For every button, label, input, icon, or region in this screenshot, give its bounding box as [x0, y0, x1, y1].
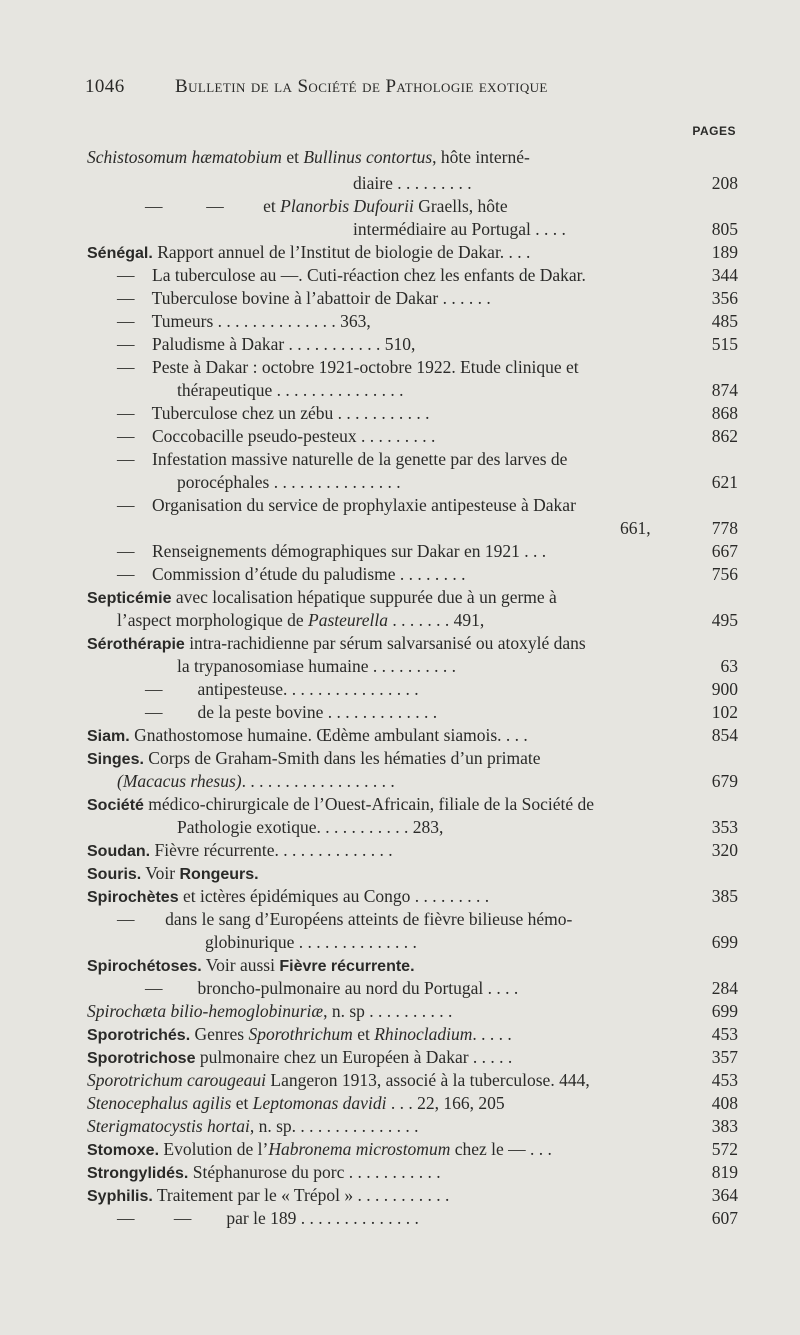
entry-text: Stenocephalus agilis et Leptomonas davidi . . . 22, 166, 205: [87, 1093, 505, 1113]
entry-text: Pathologie exotique. . . . . . . . . . . 283,: [177, 817, 444, 837]
index-entry-line: [0, 146, 800, 168]
entry-text: Sérothérapie intra-rachidienne par sérum salvarsanisé ou atoxylé dans: [87, 633, 586, 653]
index-entry-line: [0, 678, 800, 700]
entry-text: — dans le sang d’Européens atteints de fièvre bilieuse hémo-: [117, 909, 573, 929]
index-entry-line: [0, 540, 800, 562]
entry-text: — Peste à Dakar : octobre 1921-octobre 1922. Etude clinique et: [117, 357, 579, 377]
entry-page-ref: 515: [711, 334, 738, 354]
index-entry-line: [0, 586, 800, 608]
index-entry-line: [0, 218, 800, 240]
entry-page-ref: 874: [711, 380, 738, 400]
index-entry-line: [0, 1092, 800, 1114]
index-entry-line: [0, 747, 800, 769]
index-entry-line: [0, 839, 800, 861]
index-entry-line: [0, 862, 800, 884]
entry-text: — Paludisme à Dakar . . . . . . . . . . . 510,: [117, 334, 416, 354]
index-entry-line: [0, 770, 800, 792]
entry-text: l’aspect morphologique de Pasteurella . . . . . . . 491,: [117, 610, 485, 630]
entry-text: Spirochétoses. Voir aussi Fièvre récurrente.: [87, 955, 415, 975]
index-entry-line: [0, 379, 800, 401]
entry-text: — Tuberculose bovine à l’abattoir de Dakar . . . . . .: [117, 288, 491, 308]
entry-text: Septicémie avec localisation hépatique suppurée due à un germe à: [87, 587, 557, 607]
entry-page-ref: 453: [711, 1070, 738, 1090]
entry-page-ref: 699: [711, 1001, 738, 1021]
entry-text: Sporotrichose pulmonaire chez un Européen à Dakar . . . . .: [87, 1047, 513, 1067]
index-entry-line: [0, 1046, 800, 1068]
entry-page-ref: 621: [711, 472, 738, 492]
index-entry-line: [0, 287, 800, 309]
index-entry-line: [0, 908, 800, 930]
entry-page-ref: 356: [711, 288, 738, 308]
index-entry-line: [0, 402, 800, 424]
entry-text: — antipesteuse. . . . . . . . . . . . . . . .: [145, 679, 419, 699]
entry-page-ref: 208: [711, 173, 738, 193]
entry-text: — — et Planorbis Dufourii Graells, hôte: [145, 196, 508, 216]
entry-text: thérapeutique . . . . . . . . . . . . . . .: [177, 380, 404, 400]
entry-text: Souris. Voir Rongeurs.: [87, 863, 259, 883]
entry-text: Soudan. Fièvre récurrente. . . . . . . . . . . . . .: [87, 840, 393, 860]
entry-text: la trypanosomiase humaine . . . . . . . . . .: [177, 656, 456, 676]
entry-text: Société médico-chirurgicale de l’Ouest-Africain, filiale de la Société de: [87, 794, 595, 814]
entry-page-ref: 102: [711, 702, 738, 722]
entry-page-ref: 679: [711, 771, 738, 791]
index-entry-line: [0, 1023, 800, 1045]
index-entry-line: [0, 1184, 800, 1206]
entry-page-ref: 819: [711, 1162, 738, 1182]
entry-text: — Infestation massive naturelle de la genette par des larves de: [117, 449, 568, 469]
entry-page-ref: 344: [711, 265, 738, 285]
entry-text: — Tumeurs . . . . . . . . . . . . . . 363,: [117, 311, 371, 331]
entry-page-ref: 320: [711, 840, 738, 860]
index-entry-line: [0, 241, 800, 263]
index-entry-line: [0, 172, 800, 194]
entry-text: 661,: [620, 518, 651, 538]
journal-title: Bulletin de la Société de Pathologie exotique: [175, 76, 548, 97]
entry-text: Siam. Gnathostomose humaine. Œdème ambulant siamois. . . .: [87, 725, 528, 745]
index-entry-line: [0, 264, 800, 286]
index-entry-line: [0, 1161, 800, 1183]
entry-page-ref: 699: [711, 932, 738, 952]
entry-text: — de la peste bovine . . . . . . . . . . . . .: [145, 702, 438, 722]
entry-page-ref: 805: [711, 219, 738, 239]
entry-page-ref: 485: [711, 311, 738, 331]
entry-page-ref: 453: [711, 1024, 738, 1044]
entry-page-ref: 383: [711, 1116, 738, 1136]
entry-text: — Organisation du service de prophylaxie antipesteuse à Dakar: [117, 495, 576, 515]
entry-text: Sporotrichés. Genres Sporothrichum et Rhinocladium. . . . .: [87, 1024, 512, 1044]
entry-page-ref: 364: [711, 1185, 738, 1205]
entry-page-ref: 353: [711, 817, 738, 837]
entry-text: intermédiaire au Portugal . . . .: [353, 219, 566, 239]
entry-text: diaire . . . . . . . . .: [353, 173, 472, 193]
index-entry-line: [0, 1000, 800, 1022]
entry-text: Spirochæta bilio-hemoglobinuriæ, n. sp . . . . . . . . . .: [87, 1001, 453, 1021]
index-entry-line: [0, 1207, 800, 1229]
index-entry-line: [0, 310, 800, 332]
entry-page-ref: 572: [711, 1139, 738, 1159]
entry-page-ref: 778: [711, 518, 738, 538]
index-entry-line: [0, 1138, 800, 1160]
index-entry-line: [0, 356, 800, 378]
index-entry-line: [0, 816, 800, 838]
entry-page-ref: 868: [711, 403, 738, 423]
entry-text: Sénégal. Rapport annuel de l’Institut de biologie de Dakar. . . .: [87, 242, 531, 262]
entry-text: — La tuberculose au —. Cuti-réaction chez les enfants de Dakar.: [117, 265, 586, 285]
entry-page-ref: 284: [711, 978, 738, 998]
index-entry-line: [0, 1115, 800, 1137]
pages-column-label: PAGES: [692, 124, 736, 138]
entry-text: Spirochètes et ictères épidémiques au Congo . . . . . . . . .: [87, 886, 490, 906]
entry-text: — Tuberculose chez un zébu . . . . . . . . . . .: [117, 403, 430, 423]
entry-text: Stomoxe. Evolution de l’Habronema microstomum chez le — . . .: [87, 1139, 552, 1159]
entry-page-ref: 756: [711, 564, 738, 584]
index-entry-line: [0, 885, 800, 907]
index-entry-line: [0, 517, 800, 539]
entry-page-ref: 667: [711, 541, 738, 561]
index-entry-line: [0, 632, 800, 654]
entry-text: Schistosomum hæmatobium et Bullinus contortus, hôte interné-: [87, 147, 530, 167]
entry-page-ref: 63: [720, 656, 738, 676]
entry-text: — Coccobacille pseudo-pesteux . . . . . . . . .: [117, 426, 436, 446]
entry-text: Sterigmatocystis hortai, n. sp. . . . . . . . . . . . . . .: [87, 1116, 419, 1136]
index-entry-line: [0, 333, 800, 355]
entry-page-ref: 900: [711, 679, 738, 699]
index-entry-line: [0, 494, 800, 516]
entry-text: — Renseignements démographiques sur Dakar en 1921 . . .: [117, 541, 547, 561]
entry-page-ref: 385: [711, 886, 738, 906]
entry-page-ref: 495: [711, 610, 738, 630]
index-entry-line: [0, 609, 800, 631]
index-entry-line: [0, 954, 800, 976]
entry-text: — broncho-pulmonaire au nord du Portugal . . . .: [145, 978, 519, 998]
entry-page-ref: 357: [711, 1047, 738, 1067]
entry-page-ref: 607: [711, 1208, 738, 1228]
entry-page-ref: 862: [711, 426, 738, 446]
entry-page-ref: 189: [711, 242, 738, 262]
index-entry-line: [0, 793, 800, 815]
entry-text: — Commission d’étude du paludisme . . . . . . . .: [117, 564, 466, 584]
entry-text: Sporotrichum carougeaui Langeron 1913, associé à la tuberculose. 444,: [87, 1070, 590, 1090]
index-entry-line: [0, 977, 800, 999]
index-entry-line: [0, 701, 800, 723]
index-entry-line: [0, 425, 800, 447]
index-entry-line: [0, 931, 800, 953]
entry-text: globinurique . . . . . . . . . . . . . .: [205, 932, 417, 952]
index-entry-line: [0, 724, 800, 746]
index-entry-line: [0, 471, 800, 493]
entry-text: Singes. Corps de Graham-Smith dans les hématies d’un primate: [87, 748, 541, 768]
entry-page-ref: 854: [711, 725, 738, 745]
entry-text: — — par le 189 . . . . . . . . . . . . . .: [117, 1208, 419, 1228]
index-entry-line: [0, 448, 800, 470]
index-entry-line: [0, 563, 800, 585]
entry-text: Syphilis. Traitement par le « Trépol » . . . . . . . . . . .: [87, 1185, 450, 1205]
entry-page-ref: 408: [711, 1093, 738, 1113]
page-number: 1046: [85, 76, 125, 97]
entry-text: porocéphales . . . . . . . . . . . . . . .: [177, 472, 401, 492]
entry-text: Strongylidés. Stéphanurose du porc . . . . . . . . . . .: [87, 1162, 441, 1182]
index-entry-line: [0, 195, 800, 217]
index-entry-line: [0, 1069, 800, 1091]
entry-text: (Macacus rhesus). . . . . . . . . . . . . . . . . .: [117, 771, 395, 791]
index-entry-line: [0, 655, 800, 677]
